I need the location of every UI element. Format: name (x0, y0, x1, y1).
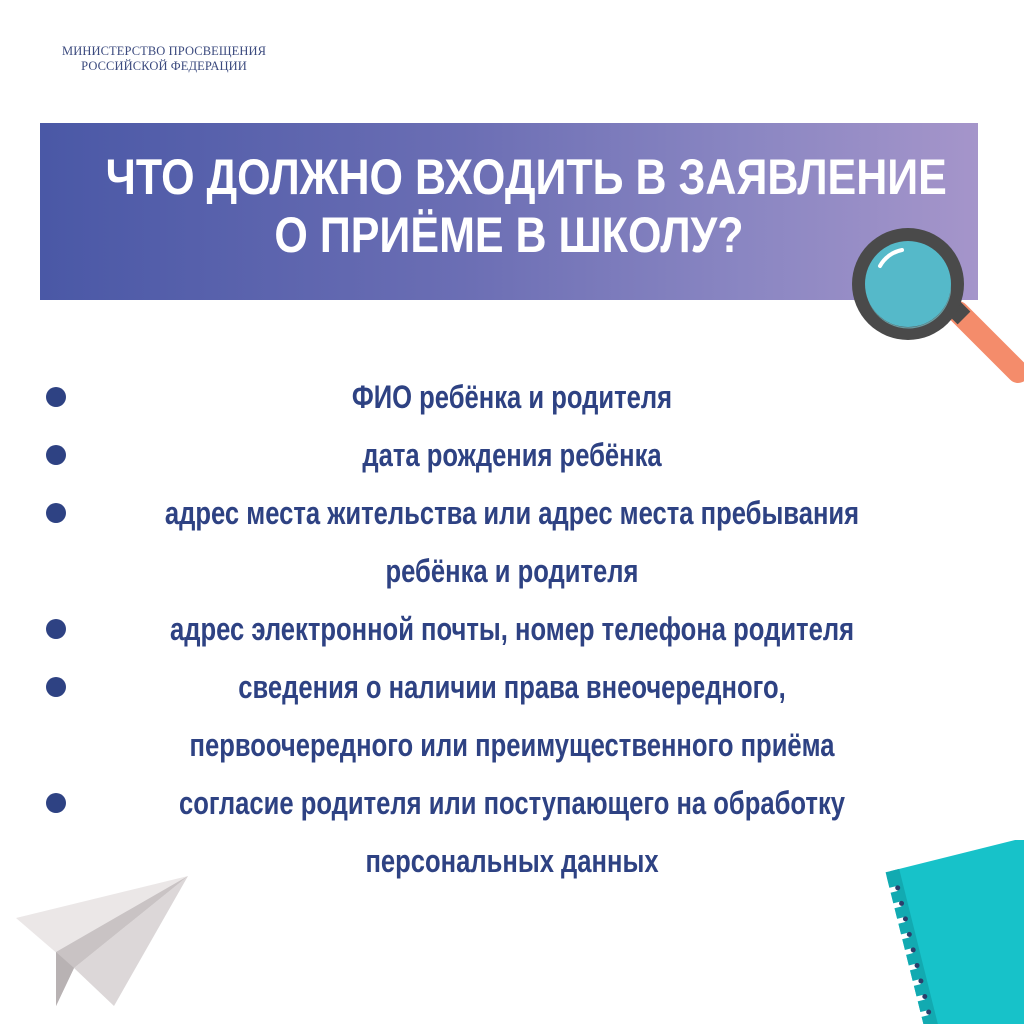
list-item-text-continued: ребёнка и родителя (385, 553, 639, 589)
list-item-text: сведения о наличии права внеочередного, (238, 669, 786, 705)
bullet-icon (46, 387, 66, 407)
list-item-text: согласие родителя или поступающего на обработку (178, 785, 845, 821)
list-item-text: адрес места жительства или адрес места пребывания (164, 495, 860, 531)
bullet-icon (46, 619, 66, 639)
ministry-line-1: МИНИСТЕРСТВО ПРОСВЕЩЕНИЯ (61, 44, 267, 58)
list-item-text: дата рождения ребёнка (362, 437, 662, 473)
title-line-2: О ПРИЁМЕ В ШКОЛУ? (274, 207, 744, 263)
list-item (0, 368, 1024, 426)
bullet-icon (46, 503, 66, 523)
list-item-text-continued: первоочередного или преимущественного приёма (189, 727, 835, 763)
list-item (0, 484, 1024, 600)
page-title (105, 148, 947, 264)
list-item-text: адрес электронной почты, номер телефона родителя (169, 611, 855, 647)
ministry-logo-text (52, 44, 276, 74)
requirements-list (0, 368, 1024, 890)
title-line-1: ЧТО ДОЛЖНО ВХОДИТЬ В ЗАЯВЛЕНИЕ (105, 149, 947, 205)
ministry-line-2: РОССИЙСКОЙ ФЕДЕРАЦИИ (81, 59, 247, 73)
bullet-icon (46, 793, 66, 813)
magnifying-glass-icon (840, 212, 1024, 384)
bullet-icon (46, 445, 66, 465)
list-item-text-continued: персональных данных (365, 843, 659, 879)
list-item (0, 426, 1024, 484)
paper-plane-icon (14, 872, 192, 1010)
spiral-notebook-icon (880, 840, 1024, 1024)
list-item-text: ФИО ребёнка и родителя (351, 379, 673, 415)
bullet-icon (46, 677, 66, 697)
list-item (0, 600, 1024, 658)
list-item (0, 658, 1024, 774)
